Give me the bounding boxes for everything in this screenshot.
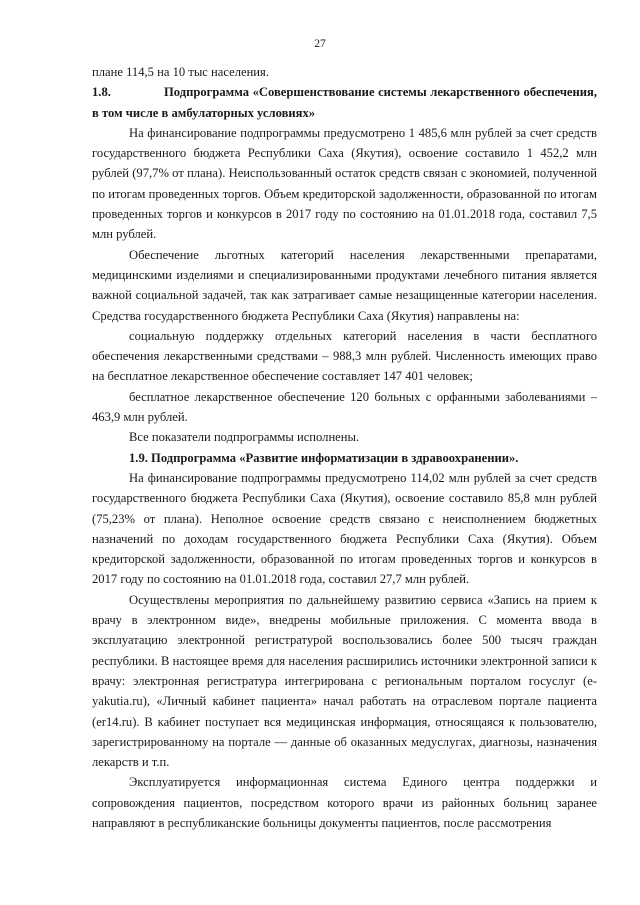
paragraph-financing-1-9: На финансирование подпрограммы предусмотрено 114,02 млн рублей за счет средств государственного бюджета Республики Саха (Якутия), освоение составило 85,8 млн рублей (75,23% от плана). Неполное освоение средств связано с неисполнением бюджетных назначений по доходам государственного бюджета Республики Саха (Якутия). Объем кредиторской задолженности, образованной по итогам проведенных торгов и конкурсов в 2017 году по состоянию на 01.01.2018 года, составил 27,7 млн рублей. [92, 470, 597, 587]
paragraph-indicators-done: Все показатели подпрограммы исполнены. [129, 430, 360, 445]
document-body [92, 62, 597, 833]
page-number: 27 [314, 38, 326, 50]
paragraph-financing-1-8: На финансирование подпрограммы предусмотрено 1 485,6 млн рублей за счет средств государственного бюджета Республики Саха (Якутия), освоение составило 1 452,2 млн рублей (97,7% от плана). Неиспользованный остаток средств связан с экономией, полученной по итогам проведенных торгов. Объем кредиторской задолженности, образованной по итогам проведенных торгов и конкурсов в 2017 году по состоянию на 01.01.2018 года, составил 7,5 млн рублей. [92, 125, 597, 242]
paragraph-e-registry: Осуществлены мероприятия по дальнейшему развитию сервиса «Запись на прием к врачу в электронном виде», внедрены мобильные приложения. С момента ввода в эксплуатацию электронной регистратурой воспользовались более 500 тысяч граждан республики. В настоящее время для населения расширились источники электронной записи к врачу: электронная регистратура интегрирована с региональным порталом госуслуг (e-yakutia.ru), «Личный кабинет пациента» начал работать на отраслевом портале пациента (er14.ru). В кабинет поступает вся медицинская информация, относящаяся к пользователю, зарегистрированному на портале — данные об оказанных медуслугах, диагнозы, назначения лекарств и т.п. [92, 592, 597, 770]
paragraph-social-support: социальную поддержку отдельных категорий населения в части бесплатного обеспечения лекарственными средствами – 988,3 млн рублей. Численность имеющих право на бесплатное лекарственное обеспечение составляет 147 401 человек; [92, 328, 597, 384]
section-number: 1.8. [92, 85, 111, 100]
section-heading-1-8 [92, 82, 597, 123]
paragraph-support-center: Эксплуатируется информационная система Единого центра поддержки и сопровождения пациентов, посредством которого врачи из районных больниц заранее направляют в республиканские больницы документы пациентов, после рассмотрения [92, 775, 597, 830]
paragraph-continuation: плане 114,5 на 10 тыс населения. [92, 65, 269, 79]
paragraph-benefit-categories: Обеспечение льготных категорий населения лекарственными препаратами, медицинскими изделиями и специализированными продуктами лечебного питания является важной социальной задачей, так как затрагивает самые незащищенные категории населения. Средства государственного бюджета Республики Саха (Якутия) направлены на: [92, 247, 597, 323]
section-title: Подпрограмма «Совершенствование системы лекарственного обеспечения, в том числе в амбулаторных условиях» [92, 85, 597, 120]
section-heading-1-9: 1.9. Подпрограмма «Развитие информатизации в здравоохранении». [129, 450, 519, 465]
paragraph-orphan-diseases: бесплатное лекарственное обеспечение 120 больных с орфанными заболеваниями – 463,9 млн рублей. [92, 389, 597, 425]
